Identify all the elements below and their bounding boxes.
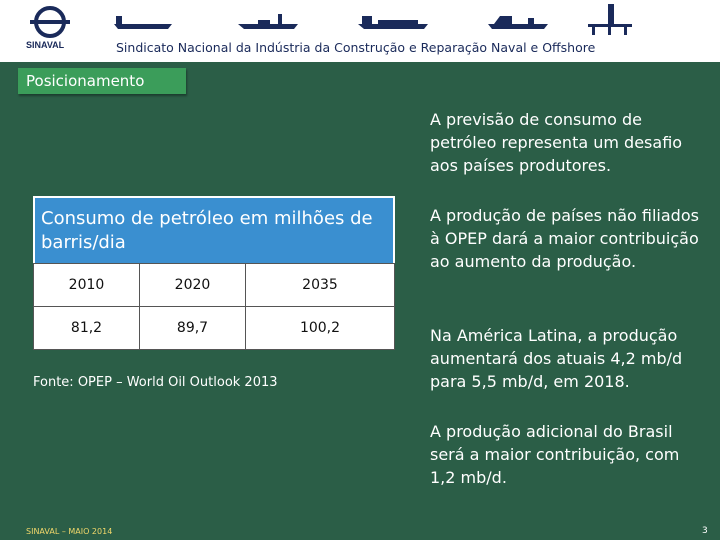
header-title: Sindicato Nacional da Indústria da Construção e Reparação Naval e Offshore [116, 40, 596, 55]
footer-text: SINAVAL – MAIO 2014 [26, 527, 113, 536]
section-label [18, 68, 186, 94]
bullet-text: A produção adicional do Brasil será a maior contribuição, com 1,2 mb/d. [430, 422, 680, 487]
oil-consumption-table [33, 196, 395, 350]
page-number: 3 [702, 526, 708, 536]
bullet-text: Na América Latina, a produção aumentará dos atuais 4,2 mb/d para 5,5 mb/d, em 2018. [430, 326, 683, 391]
bullet-text: A produção de países não filiados à OPEP dará a maior contribuição ao aumento da produção. [430, 206, 699, 271]
table-cell: 100,2 [246, 307, 395, 350]
table-source: Fonte: OPEP – World Oil Outlook 2013 [33, 375, 278, 390]
logo-text: SINAVAL [26, 40, 65, 50]
header-bar [0, 0, 720, 62]
section-label-text: Posicionamento [26, 72, 145, 90]
bullet-text: A previsão de consumo de petróleo representa um desafio aos países produtores. [430, 110, 683, 175]
table-row [34, 264, 395, 307]
table-cell: 2010 [34, 264, 140, 307]
table-cell: 2020 [140, 264, 246, 307]
table-row [34, 307, 395, 350]
table-cell: 81,2 [34, 307, 140, 350]
table-cell: 2035 [246, 264, 395, 307]
ships-banner-icon [108, 2, 648, 38]
data-table [33, 263, 395, 350]
table-title: Consumo de petróleo em milhões de barris/dia [33, 196, 395, 263]
table-cell: 89,7 [140, 307, 246, 350]
